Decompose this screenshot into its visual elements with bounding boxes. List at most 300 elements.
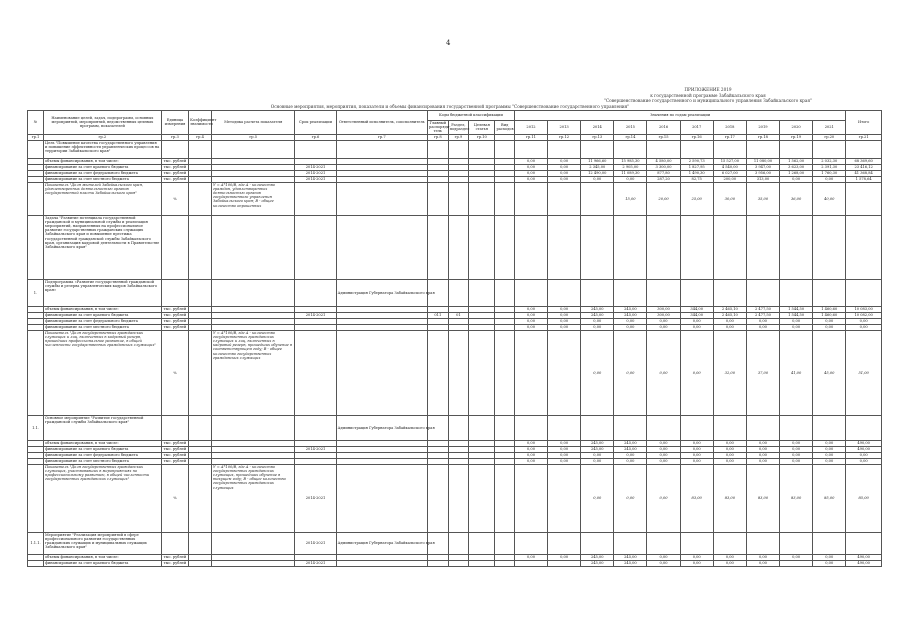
row-name: Мероприятие "Реализация мероприятий в сфере профессионального развития государственных гражданских служащих и муниципальных служащих Забайкальского края" — [44, 532, 162, 554]
row-unit: тыс. рублей — [161, 446, 188, 452]
row-name: финансирование за счет краевого бюджета — [44, 164, 162, 170]
column-number: гр.15 — [647, 134, 680, 140]
row-unit — [161, 279, 188, 306]
row-name: финансирование за счет местного бюджета — [44, 458, 162, 464]
row-year-value: 0,00 — [680, 458, 713, 464]
row-total: 0,00 — [846, 458, 882, 464]
row-year-value — [614, 532, 647, 554]
row-year-value: 1 562,00 — [780, 158, 813, 164]
row-year-value: 2 477,50 — [746, 312, 779, 318]
row-unit — [161, 415, 188, 440]
row-year-value: 0,00 — [581, 324, 614, 330]
row-budget-code — [448, 415, 469, 440]
row-year-value — [813, 215, 846, 279]
row-year-value: 0,00 — [713, 324, 746, 330]
row-unit: тыс. рублей — [161, 440, 188, 446]
header-no: № — [28, 111, 44, 135]
row-budget-code — [495, 140, 514, 158]
appendix-line: ПРИЛОЖЕНИЕ 2019 — [684, 87, 732, 92]
row-year-value: 0,00 — [813, 458, 846, 464]
row-name: Подпрограмма «Развитие государственной гражданской службы и резерва управленческих кадров Забайкальского края» — [44, 279, 162, 306]
row-total — [846, 140, 882, 158]
column-number: гр.2 — [44, 134, 162, 140]
row-year-value: 1 490,30 — [680, 170, 713, 176]
row-year-value: 0,00 — [581, 330, 614, 415]
column-number: гр.19 — [780, 134, 813, 140]
row-total: 10 083,00 — [846, 306, 882, 312]
row-year-value: 0,00 — [813, 318, 846, 324]
row-year-value — [581, 532, 614, 554]
row-year-value: 0,00 — [813, 440, 846, 446]
row-executor — [336, 215, 427, 279]
row-name: Задача "Развитие потенциала государственной гражданской и муниципальной службы и реализация мероприятий, направленных на профессиональное развитие государственных гражданских служащих Забайкальского края и повышение престижа государственной гражданской службы Забайкальского края, организация кадровой деятельности в Правительстве Забайкальского края" — [44, 215, 162, 279]
row-year-value: 35,00 — [746, 182, 779, 215]
row-year-value: 0,00 — [746, 324, 779, 330]
row-year-value: 0,00 — [813, 452, 846, 458]
row-year-value: 0,00 — [614, 318, 647, 324]
row-year-value — [548, 182, 581, 215]
row-name: объемы финансирования, в том числе: — [44, 158, 162, 164]
row-year-value: 0,00 — [713, 560, 746, 566]
row-year-value: 245,00 — [614, 554, 647, 560]
row-unit: тыс. рублей — [161, 458, 188, 464]
row-year-value: 11 089,30 — [614, 170, 647, 176]
appendix-note — [598, 87, 818, 104]
row-year-value: 0,00 — [780, 176, 813, 182]
row-year-value — [514, 464, 547, 532]
row-unit: тыс. рублей — [161, 176, 188, 182]
row-year-value — [614, 140, 647, 158]
row-year-value: 85,00 — [813, 464, 846, 532]
column-number: гр.5 — [212, 134, 295, 140]
row-year-value: 0,00 — [813, 446, 846, 452]
row-budget-code — [428, 464, 449, 532]
row-budget-code — [495, 330, 514, 415]
row-year-value: 0,00 — [780, 440, 813, 446]
row-coef — [189, 182, 212, 215]
column-number: гр.1 — [28, 134, 44, 140]
row-budget-code — [448, 532, 469, 554]
table-row — [28, 464, 882, 532]
row-unit: тыс. рублей — [161, 306, 188, 312]
row-year-value: 0,00 — [780, 554, 813, 560]
row-year-value: 0,00 — [680, 554, 713, 560]
row-name: финансирование за счет краевого бюджета — [44, 312, 162, 318]
header-years: Значения по годам реализации — [514, 111, 845, 121]
table-row — [28, 415, 882, 440]
row-year-value: 245,00 — [614, 440, 647, 446]
column-number: гр.20 — [813, 134, 846, 140]
row-year-value — [680, 415, 713, 440]
row-name: финансирование за счет местного бюджета — [44, 176, 162, 182]
row-year-value — [548, 560, 581, 566]
header-year: 2016 — [647, 121, 680, 135]
row-year-value — [780, 279, 813, 306]
row-year-value — [614, 215, 647, 279]
header-name: Наименование целей, задач, подпрограмм, основных мероприятий, мероприятий, ведомственных целевых программ, показателей — [44, 111, 162, 135]
row-term: 2014-2021 — [295, 464, 336, 532]
row-year-value — [514, 140, 547, 158]
row-year-value: 83,00 — [780, 464, 813, 532]
row-year-value: 0,00 — [680, 440, 713, 446]
row-year-value: 11 080,00 — [746, 158, 779, 164]
row-total: 490,00 — [846, 446, 882, 452]
row-year-value: 2 391,30 — [813, 164, 846, 170]
table-row — [28, 532, 882, 554]
column-number: гр.11 — [514, 134, 547, 140]
row-year-value — [813, 532, 846, 554]
row-year-value — [647, 279, 680, 306]
row-year-value — [780, 532, 813, 554]
column-number: гр.4 — [189, 134, 212, 140]
row-year-value: 4 580,00 — [647, 158, 680, 164]
program-table — [27, 110, 882, 567]
row-total: 68 369,60 — [846, 158, 882, 164]
row-year-value: 0,00 — [514, 176, 547, 182]
row-year-value: 0,00 — [548, 458, 581, 464]
table-row — [28, 182, 882, 215]
row-year-value — [746, 415, 779, 440]
row-year-value: 245,00 — [614, 312, 647, 318]
row-year-value — [514, 560, 547, 566]
row-year-value: 313,00 — [746, 176, 779, 182]
row-year-value — [713, 415, 746, 440]
row-year-value — [581, 140, 614, 158]
table-row — [28, 140, 882, 158]
row-number — [28, 560, 44, 566]
row-year-value: 0,00 — [514, 440, 547, 446]
row-method: У = А*100/В, где А - количество граждан, удовлетворенных деятельностью органов государственного управления Забайкальского края; В - общее количество опрошенных — [212, 182, 295, 215]
header-year: 2013 — [548, 121, 581, 135]
row-year-value: 344,00 — [680, 312, 713, 318]
row-year-value: 3 623,00 — [780, 164, 813, 170]
row-year-value: 0,00 — [647, 446, 680, 452]
row-year-value: 0,00 — [647, 452, 680, 458]
row-total — [846, 279, 882, 306]
row-budget-code: 011 — [428, 312, 449, 318]
row-budget-code — [469, 415, 495, 440]
row-term — [295, 140, 336, 158]
row-year-value — [713, 279, 746, 306]
row-year-value: 0,00 — [713, 554, 746, 560]
header-term: Срок реализации — [295, 111, 336, 135]
row-year-value: 11 966,60 — [581, 158, 614, 164]
row-year-value — [548, 532, 581, 554]
row-unit: тыс. рублей — [161, 312, 188, 318]
header-bc-section: Раздел, подраздел — [448, 121, 469, 135]
row-coef — [189, 464, 212, 532]
header-unit: Единица измерения — [161, 111, 188, 135]
row-name: Основное мероприятие "Развитие государственной гражданской службы Забайкальского края" — [44, 415, 162, 440]
row-year-value: 4 540,00 — [713, 164, 746, 170]
row-budget-code — [495, 532, 514, 554]
row-year-value: 0,00 — [713, 446, 746, 452]
row-year-value — [548, 464, 581, 532]
row-year-value — [713, 140, 746, 158]
row-number — [28, 182, 44, 215]
row-year-value — [548, 140, 581, 158]
row-budget-code — [428, 140, 449, 158]
row-year-value: 245,00 — [581, 440, 614, 446]
row-year-value: 0,00 — [713, 458, 746, 464]
row-total: 0,00 — [846, 318, 882, 324]
row-year-value: 0,00 — [581, 458, 614, 464]
row-executor — [336, 560, 427, 566]
row-year-value: 0,00 — [581, 176, 614, 182]
row-year-value: 0,00 — [713, 452, 746, 458]
row-total: 490,00 — [846, 554, 882, 560]
row-unit — [161, 140, 188, 158]
row-year-value — [581, 415, 614, 440]
row-year-value: 1 268,00 — [780, 170, 813, 176]
row-year-value — [614, 279, 647, 306]
row-year-value: 0,00 — [746, 318, 779, 324]
row-year-value — [780, 560, 813, 566]
row-year-value — [746, 279, 779, 306]
row-year-value: 0,00 — [780, 452, 813, 458]
row-total — [846, 215, 882, 279]
row-number — [28, 464, 44, 532]
row-term: 2014-2021 — [295, 312, 336, 318]
table-header-row-1 — [28, 111, 882, 121]
row-year-value: 12 490,00 — [581, 170, 614, 176]
row-year-value — [548, 215, 581, 279]
row-year-value: 2 905,00 — [614, 164, 647, 170]
row-year-value: 0,00 — [713, 318, 746, 324]
row-total: 41 368,84 — [846, 170, 882, 176]
row-year-value — [614, 415, 647, 440]
row-year-value: 0,00 — [514, 158, 547, 164]
row-year-value: 3 947,00 — [746, 164, 779, 170]
row-name: Показатель "Доля государственных гражданских служащих, участвовавших в мероприятиях по профессиональному развитию, в общей численности государственных гражданских служащих" — [44, 464, 162, 532]
row-year-value: 0,00 — [614, 330, 647, 415]
row-term — [295, 182, 336, 215]
row-year-value: 3 956,00 — [746, 170, 779, 176]
row-total: 1 578,64 — [846, 176, 882, 182]
row-year-value — [813, 415, 846, 440]
row-year-value: 0,00 — [680, 560, 713, 566]
row-year-value: 0,00 — [746, 560, 779, 566]
row-year-value: 0,00 — [514, 170, 547, 176]
row-year-value: 0,00 — [514, 458, 547, 464]
table-row — [28, 279, 882, 306]
appendix-line: "Совершенствование государственного и муниципального управления Забайкальского края" — [604, 98, 812, 104]
row-method — [212, 215, 295, 279]
row-name: Показатель "Доля государственных гражданских служащих и лиц, включенных в кадровый резерв, прошедших профессиональное развитие, в общей численности государственных гражданских служащих" — [44, 330, 162, 415]
column-number: гр.3 — [161, 134, 188, 140]
row-number — [28, 140, 44, 158]
column-number: гр.8 — [428, 134, 449, 140]
row-year-value — [514, 532, 547, 554]
row-budget-code — [495, 415, 514, 440]
row-term: 2014-2021 — [295, 532, 336, 554]
row-year-value: 0,00 — [514, 452, 547, 458]
row-year-value: 0,00 — [514, 446, 547, 452]
row-year-value — [514, 415, 547, 440]
row-year-value: 0,00 — [780, 324, 813, 330]
row-year-value: 3 300,00 — [647, 164, 680, 170]
table-row — [28, 215, 882, 279]
row-budget-code — [448, 279, 469, 306]
row-total — [846, 415, 882, 440]
row-year-value — [713, 532, 746, 554]
row-year-value: 0,00 — [581, 318, 614, 324]
row-year-value: 0,00 — [647, 318, 680, 324]
row-budget-code — [448, 330, 469, 415]
row-year-value: 1 827,95 — [680, 164, 713, 170]
row-method — [212, 279, 295, 306]
row-year-value: 0,00 — [713, 440, 746, 446]
program-table-container — [27, 110, 882, 630]
header-total: Итого — [846, 111, 882, 135]
row-name: объемы финансирования, в том числе: — [44, 440, 162, 446]
row-year-value: 0,00 — [548, 158, 581, 164]
row-year-value: 0,00 — [548, 164, 581, 170]
row-year-value: 6 027,00 — [713, 170, 746, 176]
row-year-value: 0,00 — [813, 324, 846, 330]
appendix-line: к государственной программе Забайкальского края — [650, 92, 766, 98]
row-total: 51,00 — [846, 330, 882, 415]
row-number — [28, 330, 44, 415]
row-year-value: 0,00 — [780, 458, 813, 464]
row-year-value: 0,00 — [746, 446, 779, 452]
row-executor: Администрация Губернатора Забайкальского края — [336, 279, 427, 306]
row-name: Показатель "Доля жителей Забайкальского края, удовлетворенных деятельностью органов государственной власти Забайкальского края" — [44, 182, 162, 215]
row-unit: тыс. рублей — [161, 158, 188, 164]
row-year-value: 40,00 — [813, 182, 846, 215]
row-year-value: 245,00 — [614, 446, 647, 452]
row-year-value: 0,00 — [647, 440, 680, 446]
row-name: финансирование за счет федерального бюджета — [44, 170, 162, 176]
row-year-value — [514, 215, 547, 279]
row-budget-code — [428, 215, 449, 279]
row-year-value: 0,00 — [780, 446, 813, 452]
row-year-value: 0,00 — [647, 554, 680, 560]
row-year-value: 0,00 — [680, 446, 713, 452]
column-number: гр.7 — [336, 134, 427, 140]
row-executor: Администрация Губернатора Забайкальского края — [336, 415, 427, 440]
row-year-value: 245,00 — [581, 312, 614, 318]
row-year-value: 300,00 — [647, 312, 680, 318]
table-row — [28, 330, 882, 415]
row-year-value — [746, 532, 779, 554]
row-budget-code — [469, 140, 495, 158]
row-term — [295, 330, 336, 415]
row-budget-code — [495, 215, 514, 279]
row-number: 1.1. — [28, 415, 44, 440]
row-coef — [189, 215, 212, 279]
row-name: финансирование за счет федерального бюджета — [44, 452, 162, 458]
header-year: 2020 — [780, 121, 813, 135]
row-year-value: 877,80 — [647, 170, 680, 176]
row-total: 0,00 — [846, 452, 882, 458]
column-number: гр.10 — [469, 134, 495, 140]
column-number: гр.21 — [846, 134, 882, 140]
row-year-value: 0,00 — [680, 324, 713, 330]
row-year-value: 45,00 — [813, 330, 846, 415]
row-total — [846, 182, 882, 215]
row-year-value: 15 985,30 — [614, 158, 647, 164]
row-year-value: 245,00 — [614, 560, 647, 566]
row-budget-code — [428, 560, 449, 566]
row-year-value — [581, 279, 614, 306]
row-year-value: 245,00 — [581, 560, 614, 566]
row-year-value: 0,00 — [514, 164, 547, 170]
row-year-value: 0,00 — [614, 452, 647, 458]
row-year-value: 1 460,60 — [813, 306, 846, 312]
row-year-value: 300,00 — [647, 306, 680, 312]
row-number: 1.1.1. — [28, 532, 44, 554]
row-year-value: 2 590,73 — [680, 158, 713, 164]
row-year-value: 82,75 — [680, 176, 713, 182]
row-year-value: 0,00 — [647, 560, 680, 566]
row-year-value — [780, 415, 813, 440]
row-year-value — [647, 532, 680, 554]
row-term: 2014-2021 — [295, 176, 336, 182]
row-year-value: 0,00 — [746, 458, 779, 464]
row-name: финансирование за счет краевого бюджета — [44, 560, 162, 566]
row-year-value: 0,00 — [746, 452, 779, 458]
row-year-value: 1 544,50 — [780, 306, 813, 312]
header-year: 2019 — [746, 121, 779, 135]
row-unit: % — [161, 330, 188, 415]
row-year-value: 0,00 — [514, 324, 547, 330]
row-year-value: 0,00 — [813, 560, 846, 566]
row-unit: % — [161, 182, 188, 215]
row-year-value: 0,00 — [548, 324, 581, 330]
row-year-value: 0,00 — [514, 312, 547, 318]
column-number: гр.9 — [448, 134, 469, 140]
document-title: Основные мероприятия, мероприятия, показатели и объемы финансирования государственной программы "Совершенствование государственного управления" — [270, 104, 630, 109]
row-number — [28, 215, 44, 279]
row-executor: Администрация Губернатора Забайкальского края — [336, 532, 427, 554]
row-year-value: 344,00 — [680, 306, 713, 312]
row-year-value: 200,00 — [713, 176, 746, 182]
row-year-value: 0,00 — [813, 554, 846, 560]
header-bc-article: Целевая статья — [469, 121, 495, 135]
row-budget-code — [495, 182, 514, 215]
row-budget-code: 01 — [448, 312, 469, 318]
row-year-value: 0,00 — [548, 452, 581, 458]
row-year-value: 0,00 — [680, 318, 713, 324]
row-executor — [336, 140, 427, 158]
row-total: 23 416,12 — [846, 164, 882, 170]
row-budget-code — [469, 182, 495, 215]
page-number: 4 — [446, 39, 451, 47]
header-coef: Коэффициент значимости — [189, 111, 212, 135]
row-year-value — [581, 182, 614, 215]
row-unit: тыс. рублей — [161, 452, 188, 458]
row-budget-code — [448, 182, 469, 215]
header-year: 2021 — [813, 121, 846, 135]
row-unit: тыс. рублей — [161, 324, 188, 330]
row-term: 2014-2021 — [295, 164, 336, 170]
row-year-value: 0,00 — [548, 554, 581, 560]
row-year-value — [813, 279, 846, 306]
row-year-value: 32,00 — [713, 330, 746, 415]
row-executor — [336, 464, 427, 532]
header-year: 2018 — [713, 121, 746, 135]
row-budget-code — [469, 560, 495, 566]
row-year-value: 0,00 — [548, 176, 581, 182]
row-year-value: 83,00 — [680, 464, 713, 532]
row-budget-code — [469, 215, 495, 279]
row-year-value — [514, 182, 547, 215]
header-bc-type: Вид расходов — [495, 121, 514, 135]
column-number: гр.6 — [295, 134, 336, 140]
row-total: 0,00 — [846, 324, 882, 330]
column-number: гр.18 — [746, 134, 779, 140]
